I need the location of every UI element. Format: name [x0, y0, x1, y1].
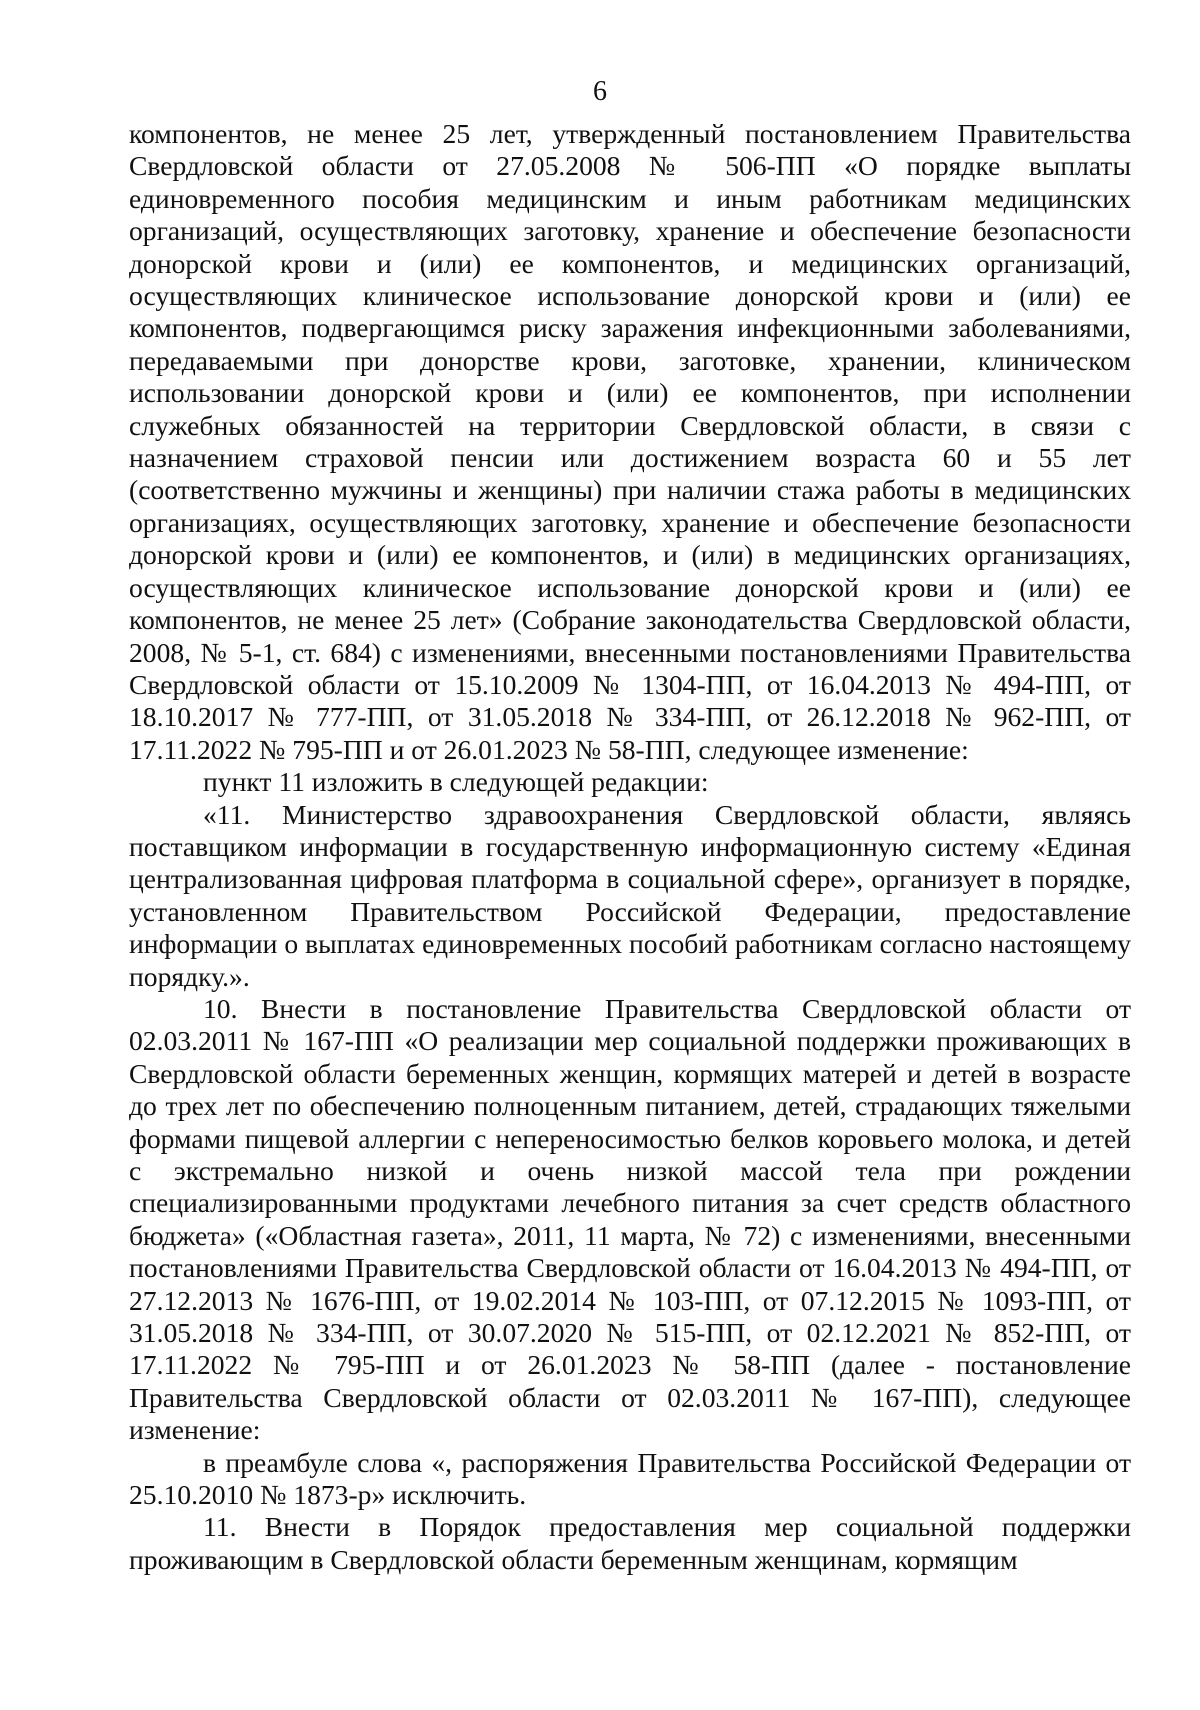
- document-body: [129, 118, 1131, 1576]
- paragraph-continuation: компонентов, не менее 25 лет, утвержденный постановлением Правительства Свердловской области от 27.05.2008 № 506-ПП «О порядке выплаты единовременного пособия медицинским и иным работникам медицинских организаций, осуществляющих заготовку, хранение и обеспечение безопасности донорской крови и (или) ее компонентов, и медицинских организаций, осуществляющих клиническое использование донорской крови и (или) ее компонентов, подвергающимся риску заражения инфекционными заболеваниями, передаваемыми при донорстве крови, заготовке, хранении, клиническом использовании донорской крови и (или) ее компонентов, при исполнении служебных обязанностей на территории Свердловской области, в связи с назначением страховой пенсии или достижением возраста 60 и 55 лет (соответственно мужчины и женщины) при наличии стажа работы в медицинских организациях, осуществляющих заготовку, хранение и обеспечение безопасности донорской крови и (или) ее компонентов, и (или) в медицинских организациях, осуществляющих клиническое использование донорской крови и (или) ее компонентов, не менее 25 лет» (Собрание законодательства Свердловской области, 2008, № 5-1, ст. 684) с изменениями, внесенными постановлениями Правительства Свердловской области от 15.10.2009 № 1304-ПП, от 16.04.2013 № 494-ПП, от 18.10.2017 № 777-ПП, от 31.05.2018 № 334-ПП, от 26.12.2018 № 962-ПП, от 17.11.2022 № 795-ПП и от 26.01.2023 № 58-ПП, следующее изменение:: [129, 118, 1131, 765]
- paragraph-item-11: 11. Внести в Порядок предоставления мер социальной поддержки проживающим в Свердловской области беременным женщинам, кормящим: [129, 1511, 1131, 1575]
- paragraph-item-10: 10. Внести в постановление Правительства Свердловской области от 02.03.2011 № 167-ПП «О реализации мер социальной поддержки проживающих в Свердловской области беременных женщин, кормящих матерей и детей в возрасте до трех лет по обеспечению полноценным питанием, детей, страдающих тяжелыми формами пищевой аллергии с непереносимостью белков коровьего молока, и детей с экстремально низкой и очень низкой массой тела при рождении специализированными продуктами лечебного питания за счет средств областного бюджета» («Областная газета», 2011, 11 марта, № 72) с изменениями, внесенными постановлениями Правительства Свердловской области от 16.04.2013 № 494-ПП, от 27.12.2013 № 1676-ПП, от 19.02.2014 № 103-ПП, от 07.12.2015 № 1093-ПП, от 31.05.2018 № 334-ПП, от 30.07.2020 № 515-ПП, от 02.12.2021 № 852-ПП, от 17.11.2022 № 795-ПП и от 26.01.2023 № 58-ПП (далее - постановление Правительства Свердловской области от 02.03.2011 № 167-ПП), следующее изменение:: [129, 992, 1131, 1446]
- paragraph-point-11-text: «11. Министерство здравоохранения Свердловской области, являясь поставщиком информации в государственную информационную систему «Единая централизованная цифровая платформа в социальной сфере», организует в порядке, установленном Правительством Российской Федерации, предоставление информации о выплатах единовременных пособий работникам согласно настоящему порядку.».: [129, 798, 1131, 992]
- paragraph-preamble-change: в преамбуле слова «, распоряжения Правительства Российской Федерации от 25.10.2010 № 1873-р» исключить.: [129, 1446, 1131, 1511]
- page-number: 6: [593, 76, 607, 107]
- paragraph-point-11-instruction: пункт 11 изложить в следующей редакции:: [203, 766, 709, 798]
